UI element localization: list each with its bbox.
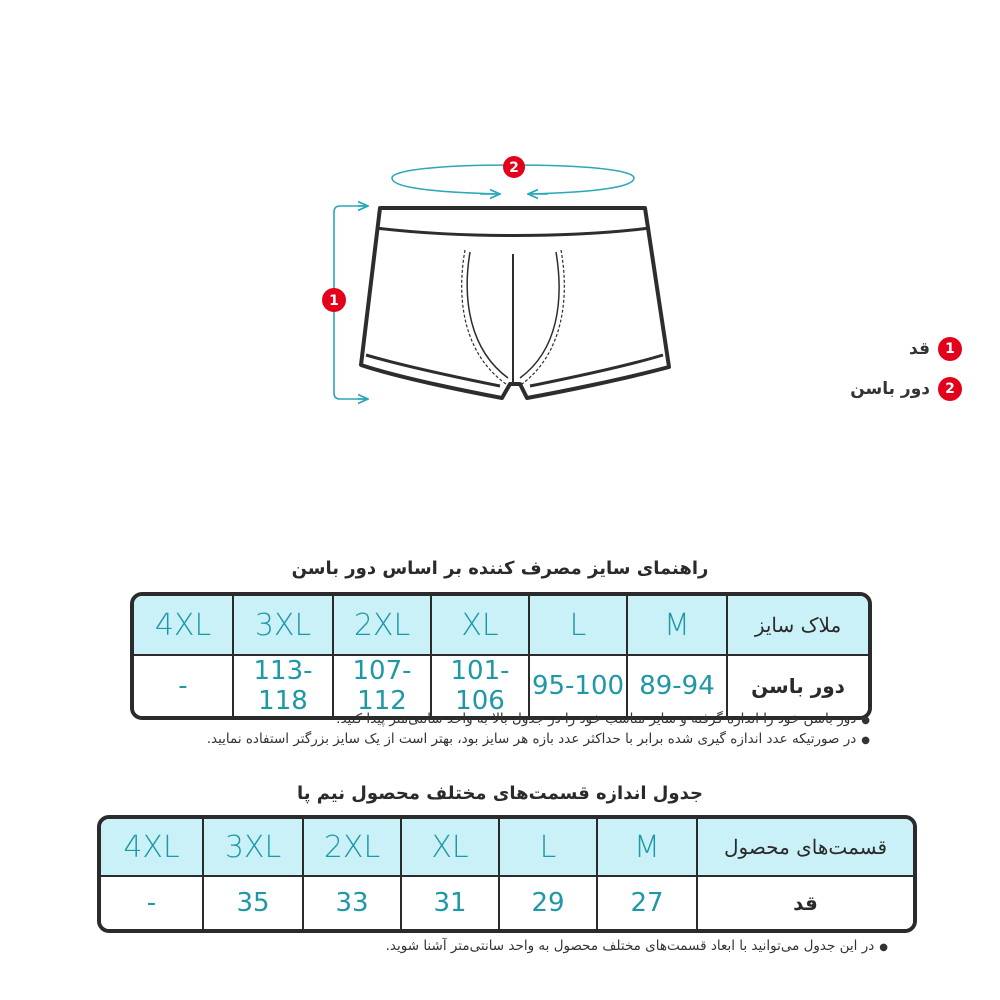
legend-item-height: [909, 337, 962, 361]
size-guide-table: [130, 592, 872, 720]
legend-label: قد: [909, 339, 930, 359]
note: ● دور باسن خود را اندازه گرفته و سایز مناسب خود را در جدول بالا به واحد سانتی‌متر پیدا کنید.: [336, 711, 870, 727]
product-measurements-table: [97, 815, 917, 933]
marker-badge: 2: [938, 377, 962, 401]
size-header: 4XL: [101, 819, 204, 877]
table-cell: -: [134, 656, 234, 716]
size-header: 3XL: [204, 819, 304, 877]
size-header: XL: [432, 596, 530, 656]
table-row: [101, 877, 913, 929]
legend-label: دور باسن: [850, 379, 930, 399]
svg-text:1: 1: [329, 293, 339, 309]
table-cell: -: [101, 877, 204, 929]
marker-2: [503, 156, 525, 178]
size-header: 2XL: [334, 596, 432, 656]
table-cell: 89-94: [628, 656, 728, 716]
table-cell: 35: [204, 877, 304, 929]
table-cell: 29: [500, 877, 598, 929]
legend-item-hip: [850, 377, 962, 401]
table-cell: 101-106: [432, 656, 530, 716]
table-row: [134, 656, 868, 716]
table-cell: 113-118: [234, 656, 334, 716]
size-header: L: [500, 819, 598, 877]
size-header: L: [530, 596, 628, 656]
marker-badge: 1: [938, 337, 962, 361]
note: ● در صورتیکه عدد اندازه گیری شده برابر با حداکثر عدد بازه هر سایز بود، بهتر است از یک سایز بزرگتر استفاده نمایید.: [207, 731, 870, 747]
table-row: [101, 819, 913, 877]
size-header: M: [628, 596, 728, 656]
table-cell: 33: [304, 877, 402, 929]
size-guide-title: راهنمای سایز مصرف کننده بر اساس دور باسن: [291, 558, 709, 579]
size-header: 2XL: [304, 819, 402, 877]
table-row: [134, 596, 868, 656]
svg-text:2: 2: [509, 160, 519, 176]
boxer-shorts-illustration: [361, 208, 669, 398]
marker-1: [322, 288, 346, 312]
row-label: ملاک سایز: [728, 596, 868, 656]
table-cell: 27: [598, 877, 698, 929]
table-cell: 31: [402, 877, 500, 929]
table-cell: 95-100: [530, 656, 628, 716]
product-measurements-title: جدول اندازه قسمت‌های مختلف محصول نیم پا: [297, 783, 703, 804]
note: ● در این جدول می‌توانید با ابعاد قسمت‌های مختلف محصول به واحد سانتی‌متر آشنا شوید.: [386, 938, 888, 954]
row-label: قد: [698, 877, 913, 929]
row-label: قسمت‌های محصول: [698, 819, 913, 877]
size-header: 3XL: [234, 596, 334, 656]
table-cell: 107-112: [334, 656, 432, 716]
size-header: M: [598, 819, 698, 877]
row-label: دور باسن: [728, 656, 868, 716]
size-header: 4XL: [134, 596, 234, 656]
size-header: XL: [402, 819, 500, 877]
